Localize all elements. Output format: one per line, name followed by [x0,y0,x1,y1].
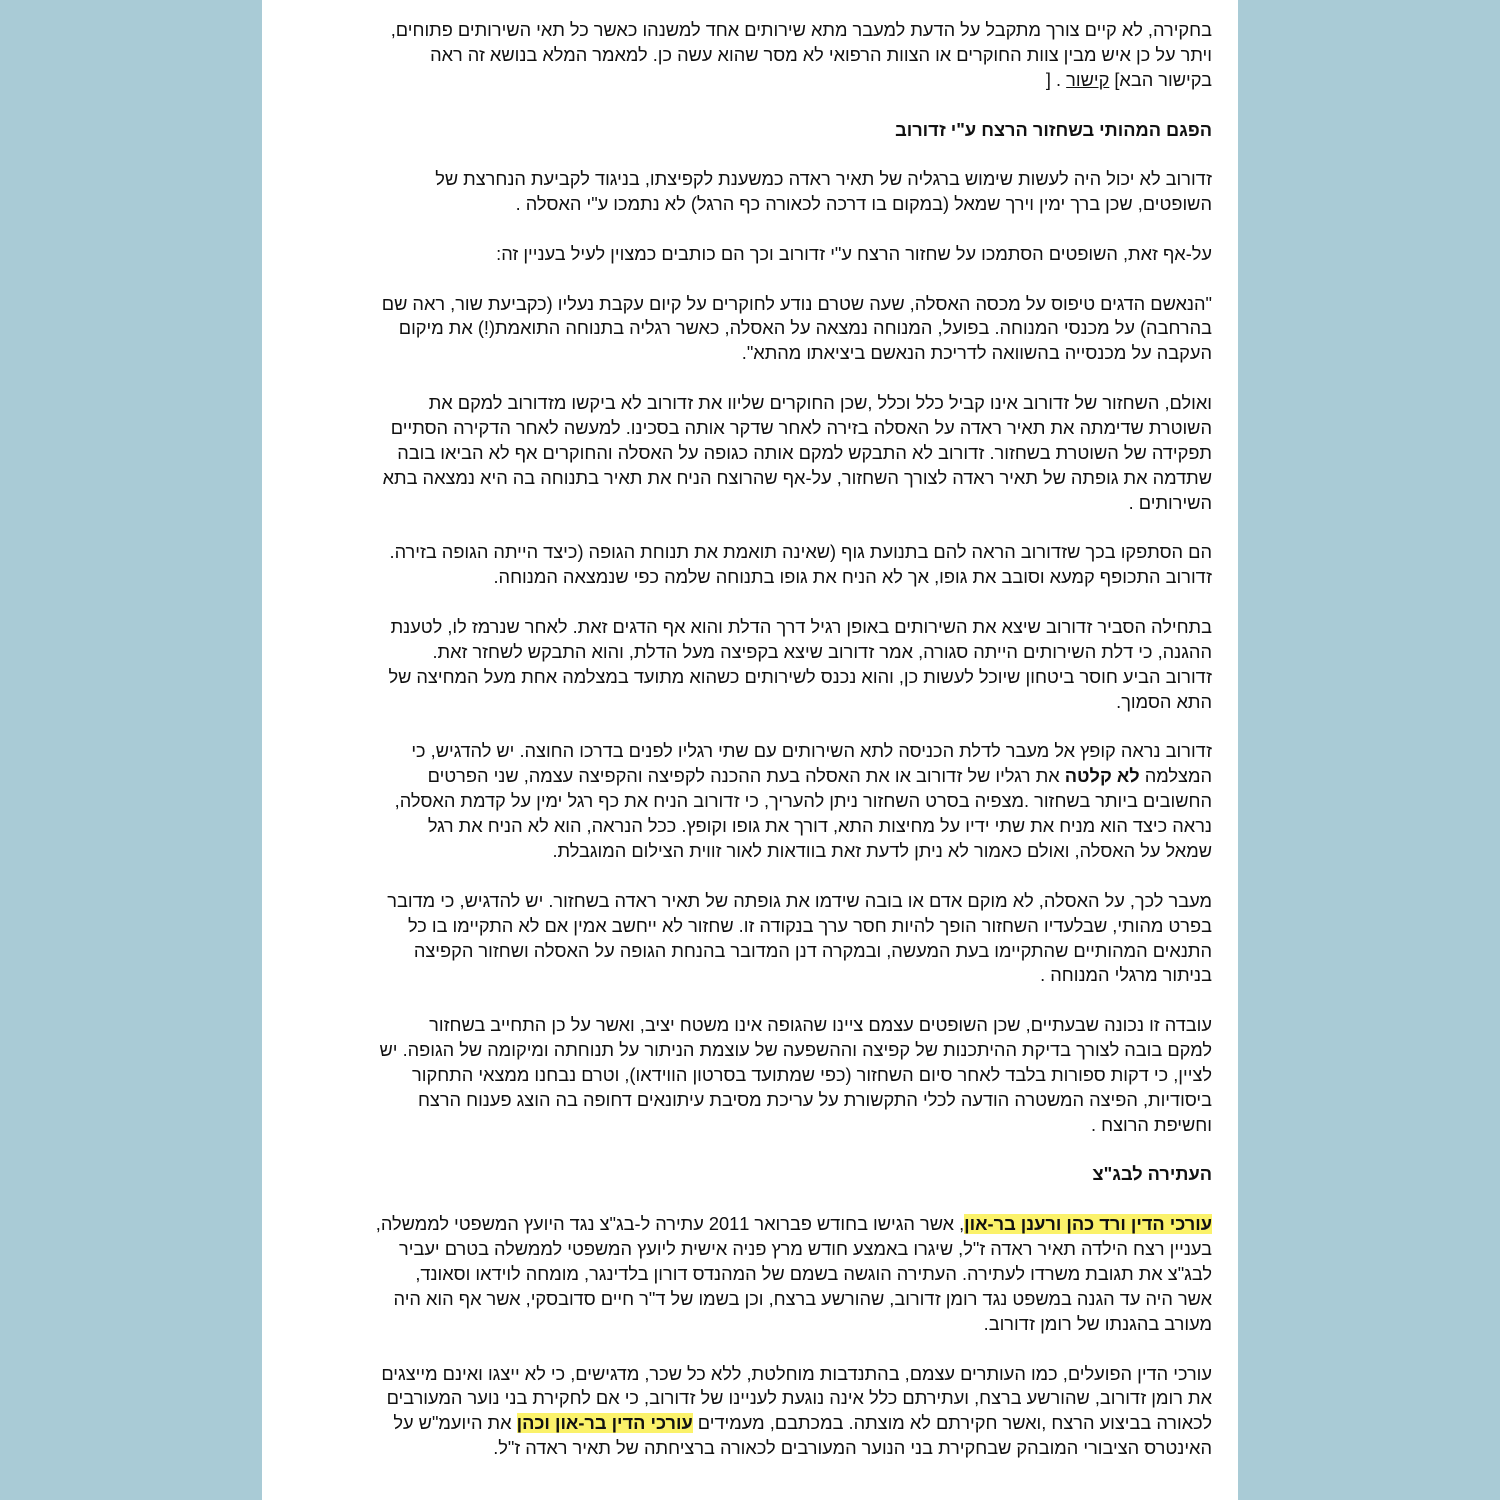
text-line: לציין, כי דקות ספורות בלבד לאחר סיום השחזור (כפי שמתועד בסרטון הווידאו), וטרם נבחנו ממצאי התחקור [412,1064,1212,1085]
text-fragment: המצלמה [1144,766,1212,787]
intro-paragraph [296,18,1212,93]
text-line: וחשיפת הרוצח . [1091,1114,1212,1135]
text-line: בעניין רצח הילדה תאיר ראדה ז"ל, שיגרו באמצע חודש מרץ פניה אישית ליועץ המשפטי לממשלה בטרם יעביר [399,1239,1212,1260]
paragraph [296,167,1212,217]
text-line: בחקירה, לא קיים צורך מתקבל על הדעת למעבר מתא שירותים אחד למשנהו כאשר כל תאי השירותים פתוחים, [390,20,1212,40]
paragraph [296,889,1212,989]
text-line: מעורב בהגנתו של רומן זדורוב. [983,1313,1212,1334]
text-fragment: . [ [1045,69,1062,90]
text-line [296,68,1212,93]
text-line: לבג"צ את תגובת משרדו לעתירה. העתירה הוגשה בשמם של המהנדס דורון בלדינגר, מומחה לוידאו וסאונד, [415,1264,1212,1284]
text-line: עובדה זו נכונה שבעתיים, שכן השופטים עצמם ציינו שהגופה אינו משטח יציב, ואשר על כן התחייב בשחזור [429,1015,1212,1036]
text-line: בהרחבה) על מכנסי המנוחה. בפועל, המנוחה נמצאה על האסלה, כאשר רגליה בתנוחה התואמת(!) את מיקום [398,318,1212,339]
text-line: זדורוב לא יכול היה לעשות שימוש ברגליה של תאיר ראדה כמשענת לקפיצתו, בניגוד לקביעת הנחרצת של [435,169,1212,190]
text-line: השירותים . [1128,492,1212,513]
text-line: זדורוב התכופף קמעא וסובב את גופו, אך לא הניח את גופו בתנוחה שלמה כפי שנמצאה המנוחה. [493,567,1212,588]
text-line [296,1212,1212,1237]
section-heading: הפגם המהותי בשחזור הרצח ע"י זדורוב [895,119,1212,140]
text-line: אשר היה עד הגנה במשפט נגד רומן זדורוב, שהורשע ברצח, וכן בשמו של ד"ר חיים סדובסקי, אשר אף הוא היה [393,1288,1212,1309]
text-line: נראה כיצד הוא מניח את שתי ידיו על מחיצות התא, דורך את גופו וקופץ. ככל הנראה, הוא לא הניח את רגל [427,816,1212,837]
text-line: החשובים ביותר בשחזור .מצפיה בסרט השחזור ניתן להעריך, כי זדורוב הניח את כף רגל ימין על קדמת האסלה, [394,791,1212,812]
text-fragment: את היועמ"ש על [393,1413,512,1434]
text-line: ויתר על כן איש מבין צוות החוקרים או הצוות הרפואי לא מסר שהוא עשה כן. למאמר המלא בנושא זה ראה [430,44,1212,65]
text-line: השופטים, שכן ברך ימין וירך שמאל (במקום בו דרכה לכאורה כף הרגל) לא נתמכו ע"י האסלה . [515,194,1212,215]
text-line: הם הסתפקו בכך שזדורוב הראה להם בתנועת גוף (שאינה תואמת את תנוחת הגופה (כיצד הייתה הגופה בזירה. [389,542,1212,563]
text-line: זדורוב הביע חוסר ביטחון שיוכל לעשות כן, והוא נכנס לשירותים כשהוא מתועד במצלמה אחת מעל המחיצה של [388,666,1212,687]
text-line: עורכי הדין הפועלים, כמו העותרים עצמם, בהתנדבות מוחלטת, ללא כל שכר, מדגישים, כי לא ייצגו ואינם מייצגים [381,1363,1212,1384]
text-line: השוטרת שדימתה את תאיר ראדה על האסלה בזירה לאחר שדקר אותה בסכינו. למעשה לאחר הדקירה הסתיים [390,417,1212,438]
paragraph [296,615,1212,715]
text-line: על-אף זאת, השופטים הסתמכו על שחזור הרצח ע"י זדורוב וכך הם כותבים כמצוין לעיל בעניין זה: [496,243,1212,264]
paragraph [296,1362,1212,1462]
highlighted-text: עורכי הדין בר-און וכהן [516,1413,693,1434]
text-line: האינטרס הציבורי המובהק שבחקירת בני הנוער המעורבים לכאורה ברציחתה של תאיר ראדה ז"ל. [493,1438,1212,1459]
text-line: העקבה על מכנסייה בהשוואה לדריכת הנאשם ביציאתו מהתא". [741,343,1212,364]
text-fragment: את רגליו של זדורוב או את האסלה בעת ההכנה לקפיצה והקפיצה עצמה, שני הפרטים [427,766,1060,787]
paragraph [296,739,1212,864]
article-link[interactable]: קישור [1066,69,1110,90]
text-line: "הנאשם הדגים טיפוס על מכסה האסלה, שעה שטרם נודע לחוקרים על קיום עקבת נעליו (כקביעת שור, ראה שם [381,293,1212,314]
section-heading: העתירה לבג"צ [1092,1164,1212,1185]
text-line [296,764,1212,789]
paragraph [296,1013,1212,1138]
paragraph [296,540,1212,590]
text-line: ההגנה, כי דלת השירותים הייתה סגורה, אמר זדורוב שיצא בקפיצה מעל הדלת, והוא התבקש לשחזר זאת. [432,641,1212,662]
text-fragment: בקישור הבא] [1114,69,1212,90]
text-line: שתדמה את גופתה של תאיר ראדה לצורך השחזור, על-אף שהרוצח הניח את תאיר בתנוחה בה היא נמצאה בתא [382,467,1212,488]
paragraph [296,391,1212,516]
text-line: זדורוב נראה קופץ אל מעבר לדלת הכניסה לתא השירותים עם שתי רגליו לפנים בדרכו החוצה. יש להדגיש, כי [411,741,1212,762]
text-fragment: , אשר הגישו בחודש פברואר 2011 עתירה ל-בג"צ נגד היועץ המשפטי לממשלה, [375,1214,965,1235]
text-line: בניתור מרגלי המנוחה . [1040,965,1212,986]
document-page [262,0,1238,1500]
text-line: התא הסמוך. [1116,691,1212,712]
text-line: ביסודיות, הפיצה המשטרה הודעה לכלי התקשורת על עריכת מסיבת עיתונאים דחופה בה הוצג פענוח הרצח [417,1089,1212,1110]
text-line: בתחילה הסביר זדורוב שיצא את השירותים באופן רגיל דרך הדלת והוא אף הדגים זאת. לאחר שנרמז לו, לטענת [390,616,1212,637]
text-line: התנאים המהותיים שהתקיימו בעת המעשה, ובמקרה דנן המדובר בהנחת הגופה על האסלה ושחזור הקפיצה [413,940,1212,961]
text-line: מעבר לכך, על האסלה, לא מוקם אדם או בובה שידמו את גופתה של תאיר ראדה בשחזור. יש להדגיש, כי מדובר [387,890,1212,911]
paragraph [296,1212,1212,1337]
paragraph [296,242,1212,267]
document-content [296,18,1212,1486]
text-fragment: לכאורה בביצוע הרצח ,ואשר חקירתם לא מוצתה. במכתבם, מעמידים [697,1413,1212,1434]
text-line: בפרט מהותי, שבלעדיו השחזור הופך להיות חסר ערך בנקודה זו. שחזור לא ייחשב אמין אם לא התקיימו בו כל [408,915,1212,936]
text-line: את רומן זדורוב, שהורשע ברצח, ועתירתם כלל אינה נוגעת לעניינו של זדורוב, כי אם לחקירת בני נוער המעורבים [386,1388,1212,1409]
quote-paragraph [296,292,1212,367]
text-line [296,1411,1212,1436]
text-line: למקם בובה לצורך בדיקת ההיתכנות של קפיצה וההשפעה של עוצמת הניתור על תנוחתה ומיקומה של הגופה. יש [379,1040,1212,1061]
text-line: תפקידה של השוטרת בשחזור. זדורוב לא התבקש למקם אותה כגופה על האסלה והחוקרים אף לא הביאו בובה [397,442,1212,463]
highlighted-text: עורכי הדין ורד כהן ורענן בר-און [964,1214,1212,1235]
text-line: ואולם, השחזור של זדורוב אינו קביל כלל וכלל ,שכן החוקרים שליוו את זדורוב לא ביקשו מזדורוב למקם את [428,393,1212,414]
text-line: שמאל על האסלה, ואולם כאמור לא ניתן לדעת זאת בוודאות לאור זווית הצילום המוגבלת. [552,841,1212,862]
bold-text: לא קלטה [1064,766,1140,787]
